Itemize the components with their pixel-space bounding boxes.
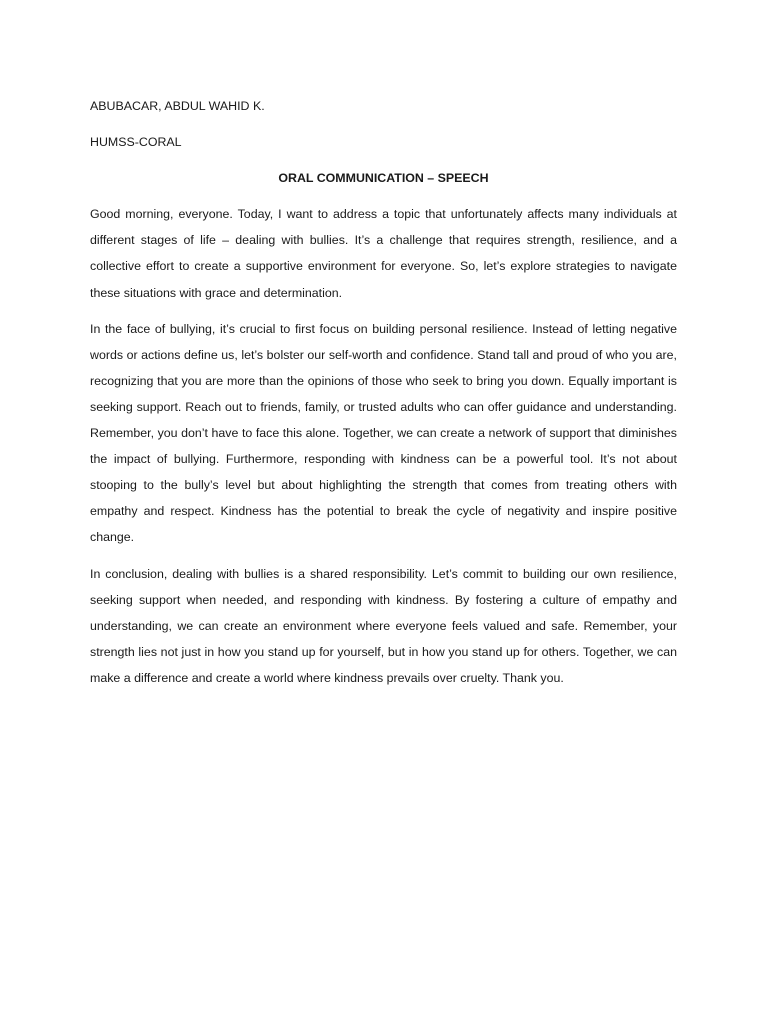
document-title: ORAL COMMUNICATION – SPEECH (278, 171, 489, 186)
paragraph-body: In the face of bullying, it’s crucial to first focus on building personal resilience. Instead of letting negative words or actions define us, let’s bolster our self-worth and confidence. Stand tall and proud of who you are, recognizing that you are more than the opinions of those who seek to bring you down. Equally important is seeking support. Reach out to friends, family, or trusted adults who can offer guidance and understanding. Remember, you don’t have to face this alone. Together, we can create a network of support that diminishes the impact of bullying. Furthermore, responding with kindness can be a powerful tool. It’s not about stooping to the bully’s level but about highlighting the strength that comes from treating others with empathy and respect. Kindness has the potential to break the cycle of negativity and inspire positive change. (90, 321, 677, 545)
section-name: HUMSS-CORAL (90, 135, 182, 150)
document-page (90, 93, 677, 701)
paragraph-conclusion: In conclusion, dealing with bullies is a shared responsibility. Let’s commit to building our own resilience, seeking support when needed, and responding with kindness. By fostering a culture of empathy and understanding, we can create an environment where everyone feels valued and safe. Remember, your strength lies not just in how you stand up for yourself, but in how you stand up for others. Together, we can make a difference and create a world where kindness prevails over cruelty. Thank you. (90, 566, 677, 685)
author-name: ABUBACAR, ABDUL WAHID K. (90, 99, 265, 113)
paragraph-intro: Good morning, everyone. Today, I want to address a topic that unfortunately affects many individuals at different stages of life – dealing with bullies. It’s a challenge that requires strength, resilience, and a collective effort to create a supportive environment for everyone. So, let’s explore strategies to navigate these situations with grace and determination. (90, 207, 677, 300)
